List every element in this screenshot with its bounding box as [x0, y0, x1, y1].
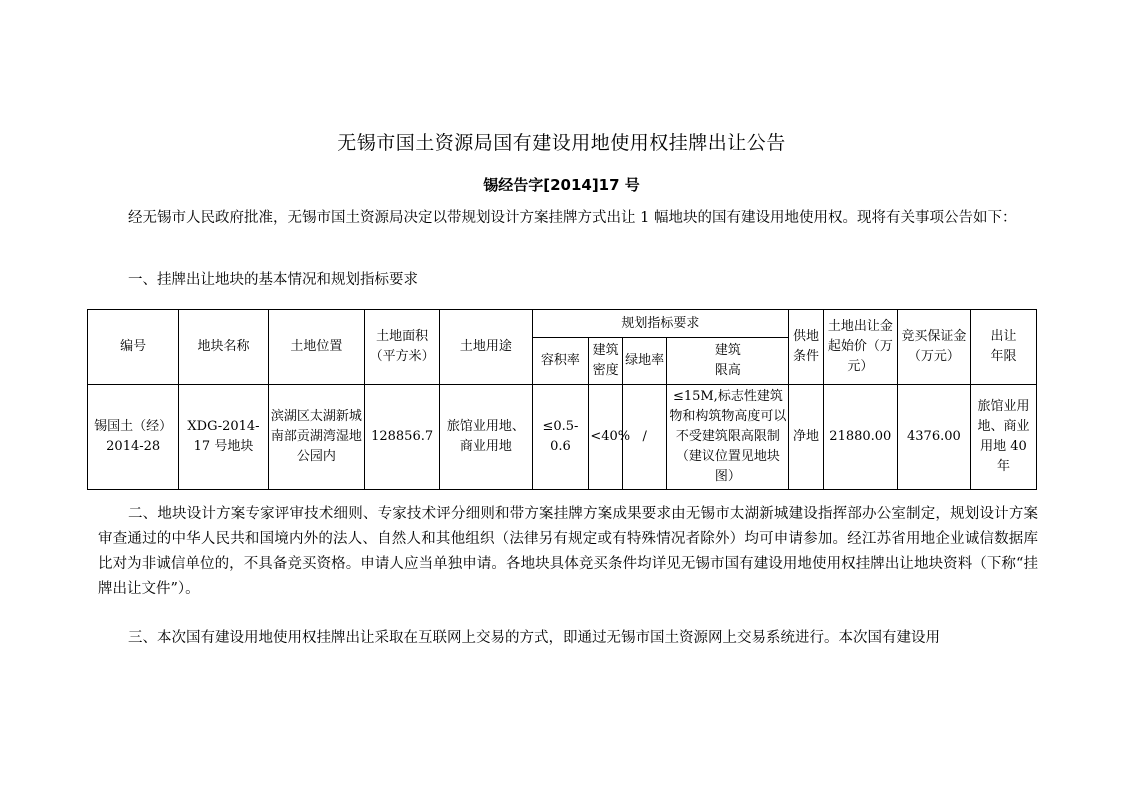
cell-area: 128856.7 [365, 385, 440, 490]
header-height [667, 338, 789, 385]
cell-supply: 净地 [789, 385, 824, 490]
document-number: 锡经告字[2014]17 号 [483, 176, 640, 194]
cell-deposit: 4376.00 [897, 385, 970, 490]
section2-paragraph: 二、地块设计方案专家评审技术细则、专家技术评分细则和带方案挂牌方案成果要求由无锡市太湖新城建设指挥部办公室制定，规划设计方案审查通过的中华人民共和国境内外的法人、自然人和其他组织（法律另有规定或有特殊情况者除外）均可申请参加。经江苏省用地企业诚信数据库比对为非诚信单位的，不具备竞买资格。申请人应当单独申请。各地块具体竞买条件均详见无锡市国有建设用地使用权挂牌出让地块资料（下称“挂牌出让文件”）。 [98, 506, 1038, 597]
header-supply: 供地条件 [789, 310, 824, 385]
cell-usage: 旅馆业用地、商业用地 [440, 385, 532, 490]
cell-density: <40% [589, 385, 622, 490]
header-term-line2: 年限 [990, 349, 1017, 364]
header-plot-ratio: 容积率 [532, 338, 589, 385]
plot-table [87, 309, 1037, 490]
header-area: 土地面积（平方米） [365, 310, 440, 385]
cell-plot-name: XDG-2014-17 号地块 [179, 385, 268, 490]
header-usage: 土地用途 [440, 310, 532, 385]
table-row [88, 385, 1037, 490]
section3-paragraph: 三、本次国有建设用地使用权挂牌出让采取在互联网上交易的方式，即通过无锡市国土资源网上交易系统进行。本次国有建设用 [128, 630, 940, 646]
header-height-line2: 限高 [714, 363, 741, 378]
cell-number: 锡国土（经）2014-28 [88, 385, 179, 490]
cell-location: 滨湖区太湖新城南部贡湖湾湿地公园内 [268, 385, 364, 490]
header-height-line1: 建筑 [714, 343, 741, 358]
cell-plot-ratio: ≤0.5-0.6 [532, 385, 589, 490]
header-term-line1: 出让 [990, 329, 1017, 344]
header-green-ratio: 绿地率 [622, 338, 667, 385]
cell-height: ≤15M,标志性建筑物和构筑物高度可以不受建筑限高限制（建议位置见地块图） [667, 385, 789, 490]
section1-heading: 一、挂牌出让地块的基本情况和规划指标要求 [128, 272, 418, 288]
cell-term: 旅馆业用地、商业用地 40 年 [970, 385, 1036, 490]
header-term [970, 310, 1036, 385]
header-deposit: 竞买保证金（万元） [897, 310, 970, 385]
header-plot-name: 地块名称 [179, 310, 268, 385]
intro-paragraph: 经无锡市人民政府批准，无锡市国土资源局决定以带规划设计方案挂牌方式出让 1 幅地块的国有建设用地使用权。现将有关事项公告如下： [128, 210, 1017, 226]
header-number: 编号 [88, 310, 179, 385]
header-location: 土地位置 [268, 310, 364, 385]
cell-start-price: 21880.00 [823, 385, 897, 490]
header-planning: 规划指标要求 [532, 310, 789, 338]
cell-green-ratio: / [622, 385, 667, 490]
document-title: 无锡市国土资源局国有建设用地使用权挂牌出让公告 [337, 132, 786, 154]
header-start-price: 土地出让金起始价（万元） [823, 310, 897, 385]
header-density: 建筑密度 [589, 338, 622, 385]
